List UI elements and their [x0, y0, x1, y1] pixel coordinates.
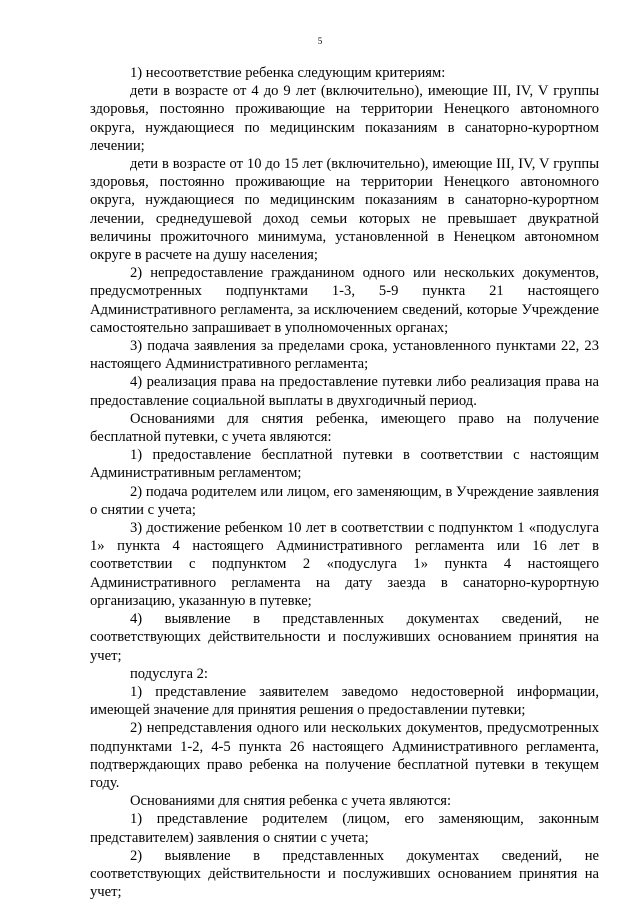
paragraph: 2) выявление в представленных документах сведений, не соответствующих действительности и послуживших основанием принятия на учет; [90, 847, 599, 901]
page-number: 5 [317, 36, 323, 46]
paragraph: дети в возрасте от 10 до 15 лет (включительно), имеющие III, IV, V группы здоровья, постоянно проживающие на территории Ненецкого автономного округа, нуждающиеся по медицинским показаниям в санаторно-курортном лечении, среднедушевой доход семьи которых не превышает двукратной величины прожиточного минимума, установленной в Ненецком автономном округе в расчете на душу населения; [90, 156, 599, 264]
paragraph: дети в возрасте от 4 до 9 лет (включительно), имеющие III, IV, V группы здоровья, постоянно проживающие на территории Ненецкого автономного округа, нуждающиеся по медицинским показаниям в санаторно-курортном лечении; [90, 83, 599, 154]
document-body [90, 64, 599, 901]
paragraph: Основаниями для снятия ребенка, имеющего право на получение бесплатной путевки, с учета являются: [90, 410, 599, 446]
paragraph: 2) непредставления одного или нескольких документов, предусмотренных подпунктами 1-2, 4-5 пункта 26 настоящего Административного регламента, подтверждающих право ребенка на получение бесплатной путевки в текущем году. [90, 720, 599, 791]
paragraph: 4) выявление в представленных документах сведений, не соответствующих действительности и послуживших основанием принятия на учет; [90, 611, 599, 664]
paragraph: подуслуга 2: [130, 665, 208, 682]
paragraph: 1) несоответствие ребенка следующим критериям: [130, 65, 446, 81]
paragraph: 1) предоставление бесплатной путевки в соответствии с настоящим Административным регламентом; [90, 447, 599, 482]
paragraph: 1) представление родителем (лицом, его заменяющим, законным представителем) заявления о снятии с учета; [90, 811, 599, 846]
paragraph: 3) подача заявления за пределами срока, установленного пунктами 22, 23 настоящего Административного регламента; [90, 338, 599, 373]
paragraph: 2) непредоставление гражданином одного или нескольких документов, предусмотренных подпунктами 1-3, 5-9 пункта 21 настоящего Административного регламента, за исключением сведений, которые Учреждение самостоятельно запрашивает в уполномоченных органах; [90, 265, 599, 336]
paragraph: 3) достижение ребенком 10 лет в соответствии с подпунктом 1 «подуслуга 1» пункта 4 настоящего Административного регламента или 16 лет в соответствии с подпунктом 2 «подуслуга 1» пункта 4 настоящего Административного регламента на дату заезда в санаторно-курортную организацию, указанную в путевке; [90, 520, 599, 609]
paragraph: 2) подача родителем или лицом, его заменяющим, в Учреждение заявления о снятии с учета; [90, 483, 599, 518]
paragraph: 1) представление заявителем заведомо недостоверной информации, имеющей значение для принятия решения о предоставлении путевки; [90, 683, 599, 719]
paragraph: 4) реализация права на предоставление путевки либо реализация права на предоставление социальной выплаты в двухгодичный период. [90, 374, 599, 409]
paragraph: Основаниями для снятия ребенка с учета являются: [130, 793, 452, 810]
